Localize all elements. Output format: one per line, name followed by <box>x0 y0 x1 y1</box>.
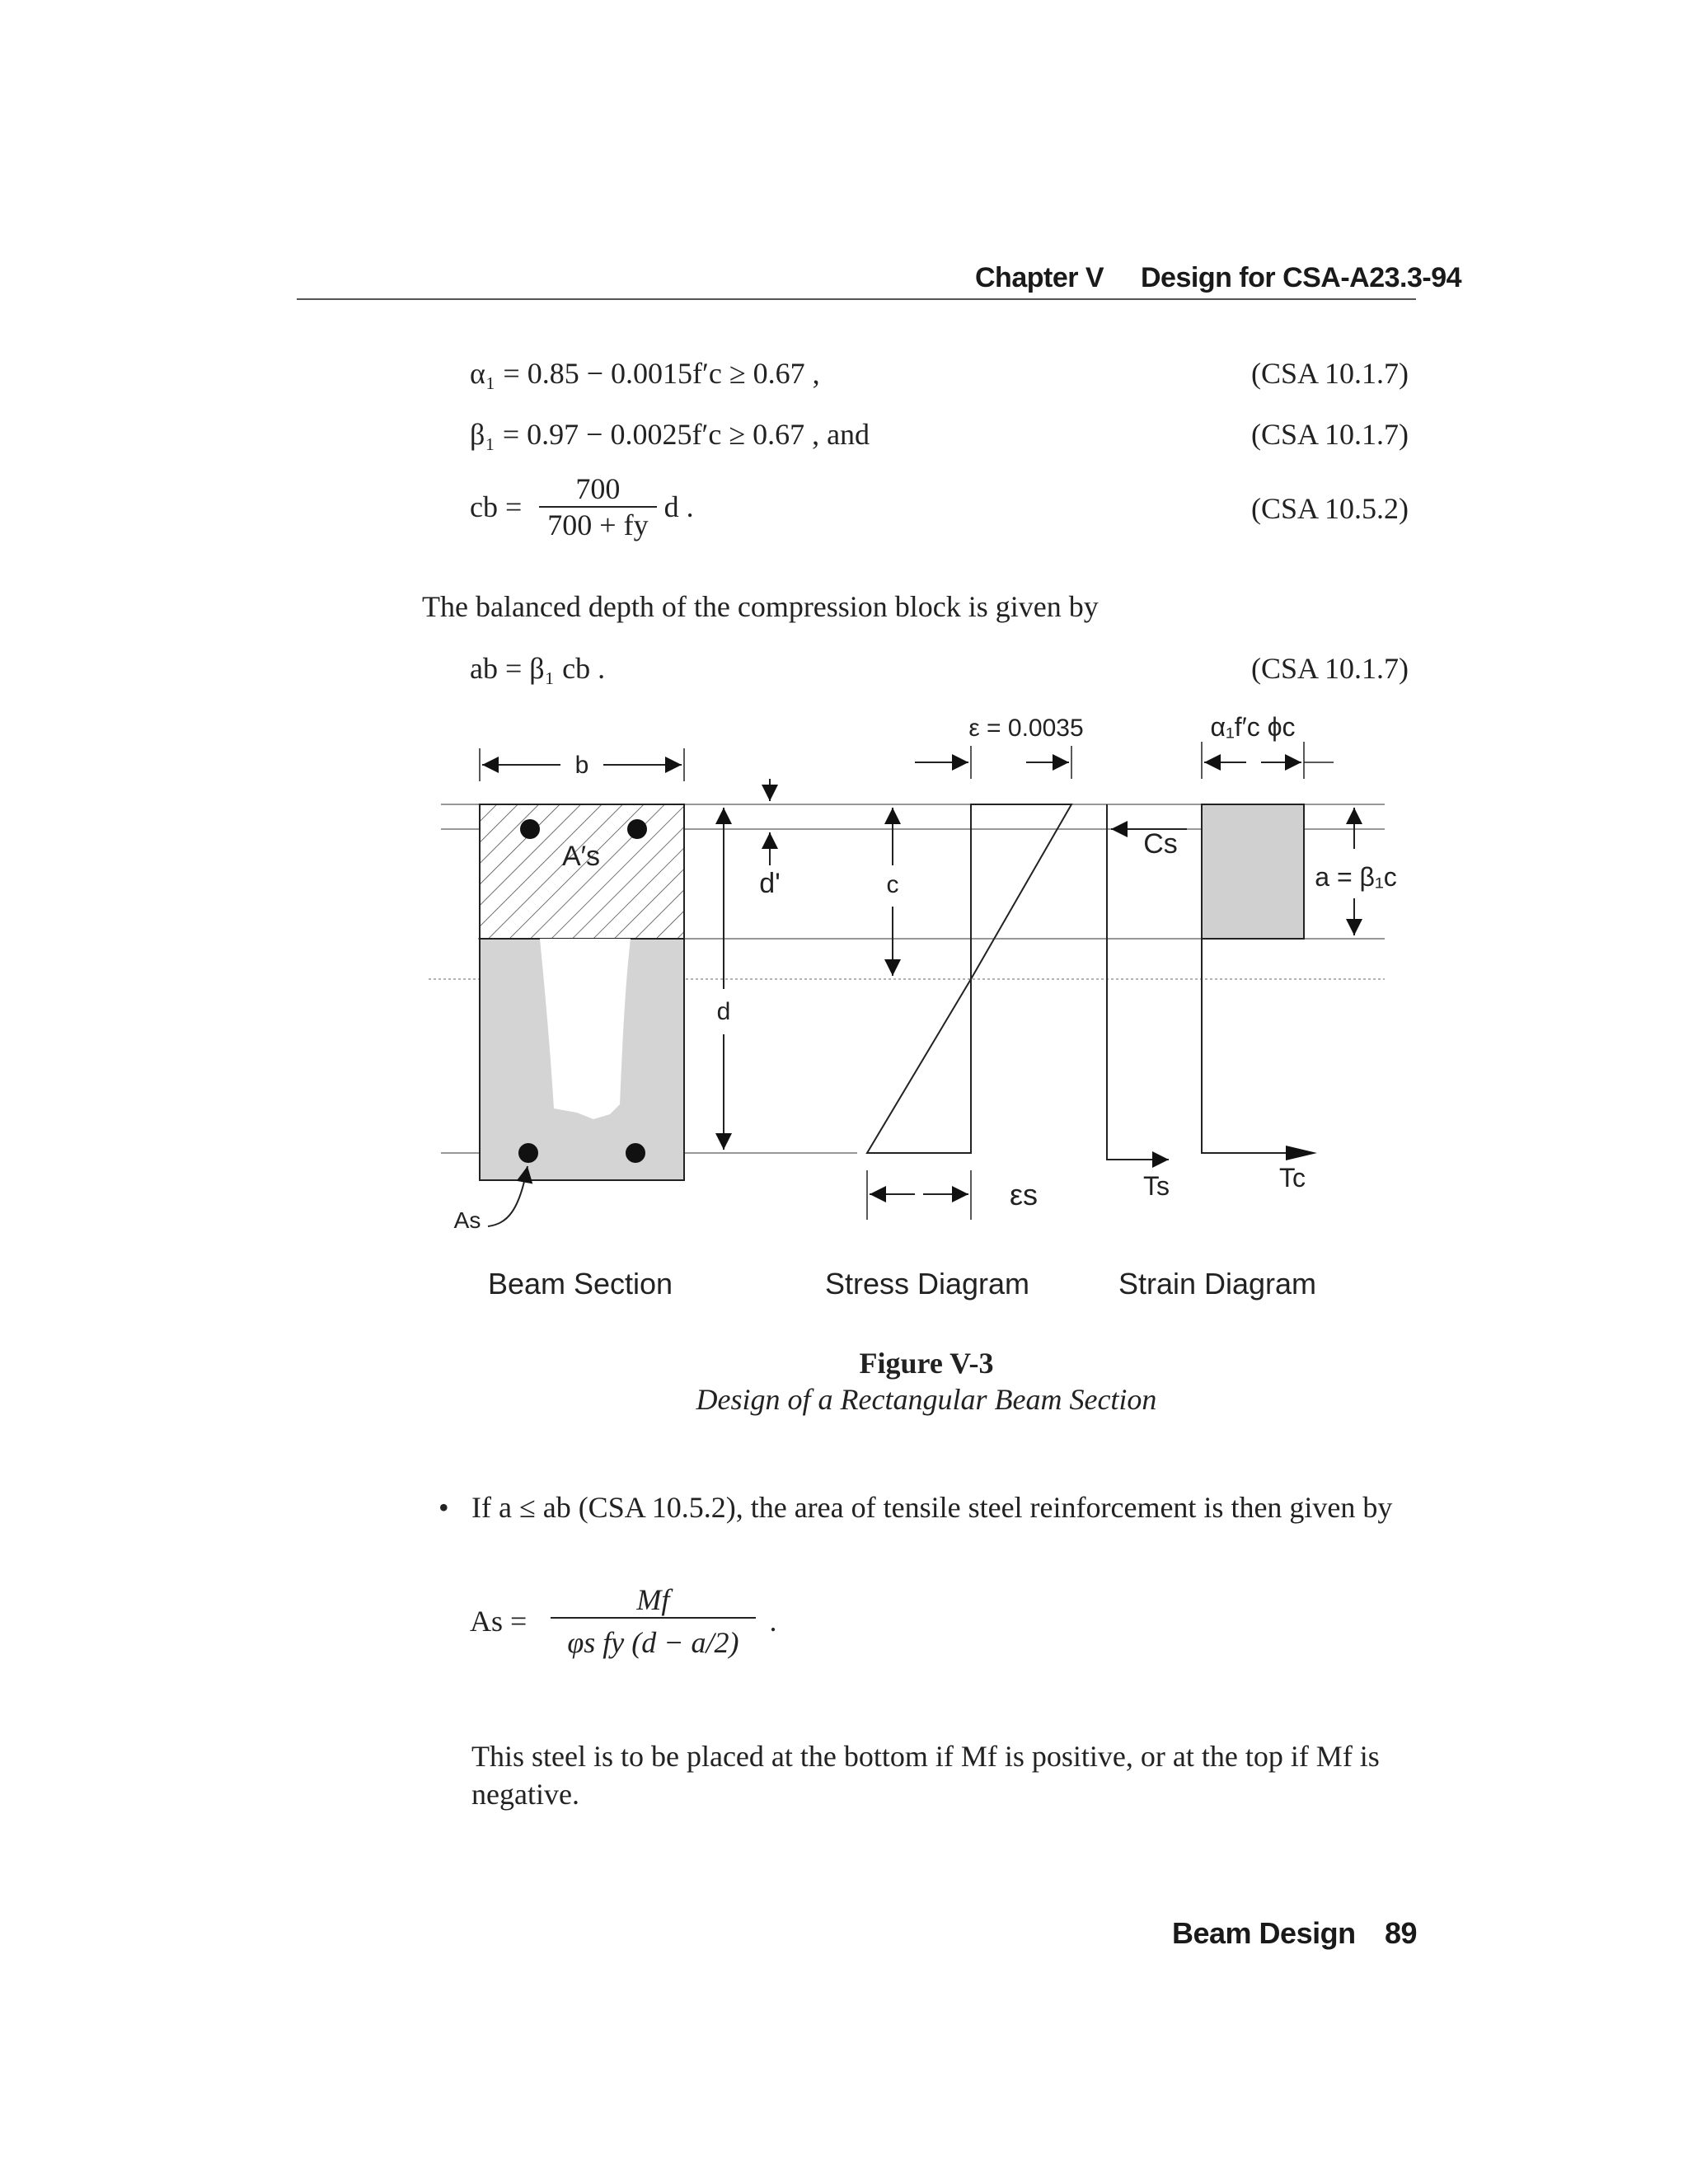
label-tc: Tc <box>1279 1163 1306 1193</box>
formula-as <box>470 1582 777 1660</box>
label-alpha-fc: α₁f′c ϕc <box>1210 712 1296 742</box>
strain-profile <box>971 804 1071 979</box>
label-d-prime: d' <box>759 868 781 899</box>
equation-ab-ref: (CSA 10.1.7) <box>1251 652 1409 685</box>
equation-cb-numerator: 700 <box>539 471 656 508</box>
label-a-eq: a = β₁c <box>1315 862 1397 892</box>
footer-section: Beam Design <box>1172 1916 1356 1950</box>
panel-title-stress: Stress Diagram <box>824 1267 1030 1301</box>
label-d: d <box>716 998 731 1025</box>
equation-cb-denominator: 700 + fy <box>547 509 649 541</box>
intro-text: The balanced depth of the compression block is given by <box>422 590 1099 623</box>
label-as: As <box>453 1207 481 1233</box>
footer-page-number: 89 <box>1385 1916 1418 1950</box>
rebar-bottom-left <box>518 1143 538 1163</box>
strain-profile-lower <box>867 979 971 1153</box>
formula-as-tail: . <box>769 1605 777 1638</box>
equation-alpha1-ref: (CSA 10.1.7) <box>1251 357 1409 390</box>
label-b: b <box>574 752 589 779</box>
label-eps-c: ε = 0.0035 <box>968 715 1084 742</box>
label-ts: Ts <box>1143 1171 1170 1201</box>
equation-beta1-ref: (CSA 10.1.7) <box>1251 418 1409 451</box>
equation-ab: ab = β₁ cb . <box>470 652 606 685</box>
rebar-top-right <box>627 819 647 839</box>
equation-beta1: β₁ = 0.97 − 0.0025f′c ≥ 0.67 , and <box>470 418 870 451</box>
formula-as-denominator: φs fy (d − a/2) <box>567 1626 739 1659</box>
equation-alpha1: α₁ = 0.85 − 0.0015f′c ≥ 0.67 , <box>470 357 820 390</box>
bullet-text: If a ≤ ab (CSA 10.5.2), the area of tensile steel reinforcement is then given by <box>471 1491 1393 1524</box>
label-cs: Cs <box>1143 828 1178 860</box>
chapter-label: Chapter V <box>975 262 1104 293</box>
rebar-top-left <box>520 819 540 839</box>
figure-caption-subtitle: Design of a Rectangular Beam Section <box>696 1383 1157 1416</box>
stress-block <box>1202 804 1304 939</box>
label-c: c <box>886 871 899 898</box>
concrete-force-line <box>1202 939 1294 1153</box>
closing-text: This steel is to be placed at the bottom if Mf is positive, or at the top if Mf is negative. <box>471 1740 1380 1811</box>
equation-cb-tail: d . <box>663 490 694 523</box>
bullet-marker: • <box>438 1491 449 1524</box>
rebar-bottom-right <box>626 1143 645 1163</box>
equation-cb-ref: (CSA 10.5.2) <box>1251 492 1409 525</box>
formula-as-numerator: Mf <box>551 1582 755 1619</box>
figure-caption-title: Figure V-3 <box>859 1347 994 1380</box>
label-eps-s: εs <box>1009 1178 1039 1212</box>
panel-title-beam: Beam Section <box>487 1267 673 1301</box>
tc-arrowhead <box>1286 1146 1317 1160</box>
panel-title-strain: Strain Diagram <box>1118 1267 1317 1301</box>
chapter-title: Design for CSA-A23.3-94 <box>1141 262 1462 293</box>
web-cutout <box>540 939 631 1119</box>
formula-as-fraction <box>551 1582 755 1660</box>
label-as-prime: A′s <box>561 841 601 872</box>
equation-cb-lhs: cb = <box>470 490 523 523</box>
formula-as-lhs: As = <box>470 1605 528 1638</box>
